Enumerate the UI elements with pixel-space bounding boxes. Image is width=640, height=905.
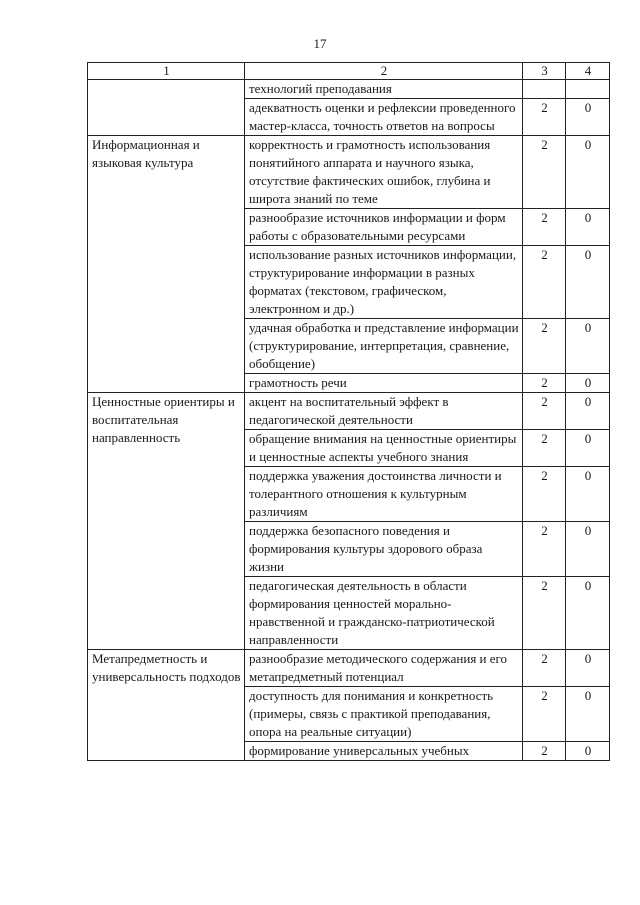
criterion-cell: доступность для понимания и конкретность (примеры, связь с практикой преподавания, опора на реальные ситуации): [245, 687, 523, 742]
score-max-cell: 2: [523, 577, 566, 650]
score-min-cell: 0: [566, 99, 610, 136]
column-header: 1: [88, 63, 245, 80]
score-max-cell: 2: [523, 99, 566, 136]
criterion-cell: акцент на воспитательный эффект в педагогической деятельности: [245, 393, 523, 430]
score-max-cell: 2: [523, 393, 566, 430]
criteria-group-cell: Ценностные ориентиры и воспитательная направленность: [88, 393, 245, 650]
criterion-cell: использование разных источников информации, структурирование информации в разных форматах (текстовом, графическом, электронном и др.): [245, 246, 523, 319]
score-min-cell: 0: [566, 430, 610, 467]
score-max-cell: 2: [523, 650, 566, 687]
score-max-cell: 2: [523, 687, 566, 742]
score-min-cell: 0: [566, 319, 610, 374]
score-min-cell: 0: [566, 742, 610, 761]
score-min-cell: 0: [566, 577, 610, 650]
table-row: [88, 80, 610, 99]
table-body: [88, 80, 610, 761]
criterion-cell: технологий преподавания: [245, 80, 523, 99]
criterion-cell: разнообразие источников информации и форм работы с образовательными ресурсами: [245, 209, 523, 246]
column-header: 2: [245, 63, 523, 80]
criterion-cell: грамотность речи: [245, 374, 523, 393]
score-min-cell: 0: [566, 687, 610, 742]
criterion-cell: поддержка уважения достоинства личности и толерантного отношения к культурным различиям: [245, 467, 523, 522]
criterion-cell: разнообразие методического содержания и его метапредметный потенциал: [245, 650, 523, 687]
score-min-cell: 0: [566, 374, 610, 393]
score-min-cell: 0: [566, 246, 610, 319]
score-max-cell: 2: [523, 467, 566, 522]
table-row: [88, 136, 610, 209]
score-min-cell: 0: [566, 393, 610, 430]
score-max-cell: 2: [523, 742, 566, 761]
page-number: 17: [313, 36, 327, 51]
criterion-cell: адекватность оценки и рефлексии проведенного мастер-класса, точность ответов на вопросы: [245, 99, 523, 136]
criterion-cell: удачная обработка и представление информации (структурирование, интерпретация, сравнение, обобщение): [245, 319, 523, 374]
score-max-cell: 2: [523, 319, 566, 374]
score-max-cell: 2: [523, 246, 566, 319]
table-row: [88, 393, 610, 430]
criteria-table: [87, 62, 610, 761]
score-max-cell: [523, 80, 566, 99]
criteria-group-cell: Метапредметность и универсальность подходов: [88, 650, 245, 761]
column-header: 3: [523, 63, 566, 80]
criterion-cell: формирование универсальных учебных: [245, 742, 523, 761]
score-max-cell: 2: [523, 374, 566, 393]
score-min-cell: 0: [566, 467, 610, 522]
score-max-cell: 2: [523, 430, 566, 467]
score-min-cell: 0: [566, 136, 610, 209]
score-max-cell: 2: [523, 522, 566, 577]
score-max-cell: 2: [523, 209, 566, 246]
score-min-cell: 0: [566, 209, 610, 246]
criterion-cell: поддержка безопасного поведения и формирования культуры здорового образа жизни: [245, 522, 523, 577]
score-min-cell: 0: [566, 650, 610, 687]
criteria-group-cell: [88, 80, 245, 136]
criterion-cell: педагогическая деятельность в области формирования ценностей морально-нравственной и гражданско-патриотической направленности: [245, 577, 523, 650]
criterion-cell: корректность и грамотность использования понятийного аппарата и научного языка, отсутствие фактических ошибок, глубина и широта знаний по теме: [245, 136, 523, 209]
table-header-row: [88, 63, 610, 80]
criteria-group-cell: Информационная и языковая культура: [88, 136, 245, 393]
column-header: 4: [566, 63, 610, 80]
score-max-cell: 2: [523, 136, 566, 209]
criterion-cell: обращение внимания на ценностные ориентиры и ценностные аспекты учебного знания: [245, 430, 523, 467]
score-min-cell: 0: [566, 522, 610, 577]
score-min-cell: [566, 80, 610, 99]
table-row: [88, 650, 610, 687]
